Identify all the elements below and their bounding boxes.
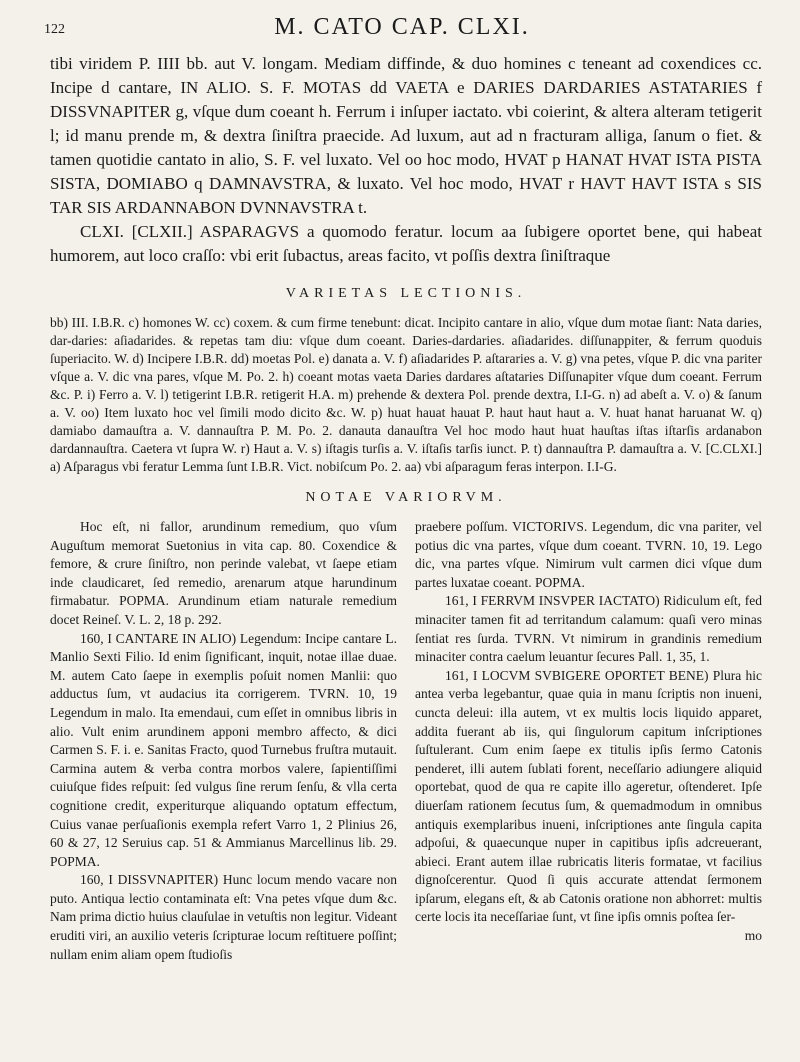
- variants-heading: VARIETAS LECTIONIS.: [285, 286, 527, 301]
- main-paragraph-1: tibi viridem P. IIII bb. aut V. longam. Mediam diffinde, & duo homines c teneant ad coxendices cc. Incipe d cantare, IN ALIO. S. F. MOTAS dd VAETA e DARIES DARDARIES ASTATARIES f DISSVNAPITER g, vſque dum coeant h. Ferrum i inſuper iactato. vbi coierint, & altera alteram tetigerit l; id manu prende m, & dextra ſiniſtra praecide. Ad luxum, aut ad n fracturam alliga, ſanum o fiet. & tamen quotidie cantato in alio, S. F. vel luxato. Vel oo hoc modo, HVAT p HANAT HVAT ISTA PISTA SISTA, DOMIABO q DAMNAVSTRA, & luxato. Vel hoc modo, HVAT r HAVT HAVT ISTA s SIS TAR SIS ARDANNABON DVNNAVSTRA t.: [50, 54, 762, 217]
- running-head: M. CATO CAP. CLXI.: [274, 14, 530, 40]
- main-text: [50, 52, 762, 964]
- note-paragraph: 160, I CANTARE IN ALIO) Legendum: Incipe cantare L. Manlio Sexti Filio. Id enim ſignificant, inquit, notae illae duae. M. autem Cato ſaepe in exemplis poſuit nomen Manlii: quo adductus ſum, vt audacius ita corrigerem. TVRN. 10, 19 Legendum in malo. Ita emendaui, cum eſſet in omnibus libris in alio. Vult enim arundinem apponi membro affecto, & dici Carmen S. F. i. e. Sanitas Fracto, quod Turnebus fruſtra mutauit. Carmina autem & verba contra morbos valere, ſapientiſſimi cuiuſque fides reſpuit: ſed vulgus ſine rerum ſenſu, & vlla certa cognitione credit, experiturque aliquando optatum effectum, Cuius vanae perſuaſionis exempla refert Varro 1, 2 Plinius 26, 60 & 27, 12 Seruius cap. 51 & Ammianus Marcellinus lib. 29. POPMA.: [50, 630, 397, 869]
- note-paragraph: praebere poſſum. VICTORIVS. Legendum, dic vna pariter, vel potius dic vna partes, vſque dum coeant. TVRN. 10, 19. Lego dic, vna partes vſque. Nimirum vult carmen dici vſque dum partes luxatae coeant. POPMA.: [415, 519, 762, 590]
- page-number: 122: [44, 22, 65, 37]
- note-paragraph: Hoc eſt, ni fallor, arundinum remedium, quo vſum Auguſtum memorat Suetonius in vita cap. 80. Coxendice & femore, & crure ſiniſtro, non perinde valebat, vt ſaepe etiam inde claudicaret, ſed remedio, arenarum atque harundinum firmabatur. POPMA. Arundinum etiam naturale remedium docet Reineſ. V. L. 2, 18 p. 292.: [50, 519, 397, 627]
- notes-right-column: [415, 518, 762, 964]
- variants-text: bb) III. I.B.R. c) homones W. cc) coxem. & cum firme tenebunt: dicat. Incipito cantare in alio, vſque dum motae ſiant: Nata daries, dar-daries: aſiadarides. & repetas tam diu: vſque dum coeant. Daries-dardaries. aſiadarides. diſſunappiter, & ferrum quoduis ſuperiacito. W. d) Incipere I.B.R. dd) moetas Pol. e) danata a. V. f) aſiadarides P. aſtararies a. V. g) vna petes, vſque P. dic vna pariter vſque a. V. dic vna pares, vſque M. Po. 2. h) coeant motas vaeta Daries dardares aſtataries Diſſunapiter vſque dum coeant. Ferrum &c. P. i) Ferro a. V. l) tetigerint I.B.R. retigerit H.A. m) prehende & dextera Pol. prende dextra, I.I-G. n) ad abeſt a. V. o) & ſanum a. V. oo) Item luxato hoc vel ſimili modo dicito &c. W. p) huat hauat hauat P. haut haut haut a. V. huat hanat haruanat W. q) damiabo damauſtra a. V. dannauſtra P. M. Po. 2. danauta danauſtra Vel hoc modo haut huat hauſtas iſtas iſtarſis ardanabon dardannauſtra. Caetera vt ſupra W. r) Haut a. V. s) iſtagis turſis a. V. iſtaſis tarſis iunct. P. t) dannauſtra P. damauſtra a. V. [C.CLXI.] a) Aſparagus vbi feratur Lemma ſunt I.B.R. Vict. nobiſcum Po. 2. aa) vbi aſparagum feras interpon. I.I-G.: [50, 315, 762, 474]
- note-paragraph: 161, I LOCVM SVBIGERE OPORTET BENE) Plura hic antea verba legebantur, quae quia in manu ſcriptis non inueni, cuncta deleui: illa autem, vt ex multis locis liquido apparet, addita fuerant ab iis, qui ſingulorum capitum inſcriptiones ſuſtulerant. Cum enim ſaepe ex titulis ipſis ſermo Catonis penderet, illi autem ſublati forent, neceſſario adiungere aliquid oportebat, quod de qua re capite illo ageretur, oſtenderet. Ipſe diuerſam rationem ſecutus ſum, & quemadmodum in omnibus antiquis exemplaribus inueni, inſcriptiones ante ſingula capita adpoſui, & quaecunque nuper in capitibus ipſis adcreuerant, abieci. Erant autem illae rubricatis literis formatae, vt facilius dignoſcerentur. Quod ſi quis accurate attendat ſermonem ipſarum, elegans eſt, & ab Catonis oratione non abhorret: multis certe locis ita neceſſariae ſunt, vt ſine ipſis omnis poſtea ſer-: [415, 667, 762, 925]
- main-paragraph-2: CLXI. [CLXII.] ASPARAGVS a quomodo feratur. locum aa ſubigere oportet bene, qui habeat humorem, aut loco craſſo: vbi erit ſubactus, areas facito, vt poſſis dextra ſiniſtraque: [50, 222, 762, 265]
- notes-left-column: [50, 518, 397, 964]
- notes-columns: [50, 518, 762, 964]
- page-header: [44, 14, 760, 42]
- note-paragraph: 160, I DISSVNAPITER) Hunc locum mendo vacare non puto. Antiqua lectio contaminata eſt: Vna petes vſque dum &c. Nam prima dictio huius clauſulae in vetuſtis non legitur. Videant eruditi viri, an auxilio veteris ſcripturae locum reſtituere poſſint; nullam enim aliam opem ſtudioſis: [50, 872, 397, 962]
- notes-heading: NOTAE VARIORVM.: [305, 490, 507, 505]
- catchword: mo: [744, 928, 762, 944]
- note-paragraph: 161, I FERRVM INSVPER IACTATO) Ridiculum eſt, fed minaciter tamen fit ad territandum calamum: quaſi vero minas ſentiat res ſurda. TVRN. Vt nimirum in grandinis remedium minaciter contra caelum leuantur ſecures Pall. 1, 35, 1.: [415, 593, 762, 665]
